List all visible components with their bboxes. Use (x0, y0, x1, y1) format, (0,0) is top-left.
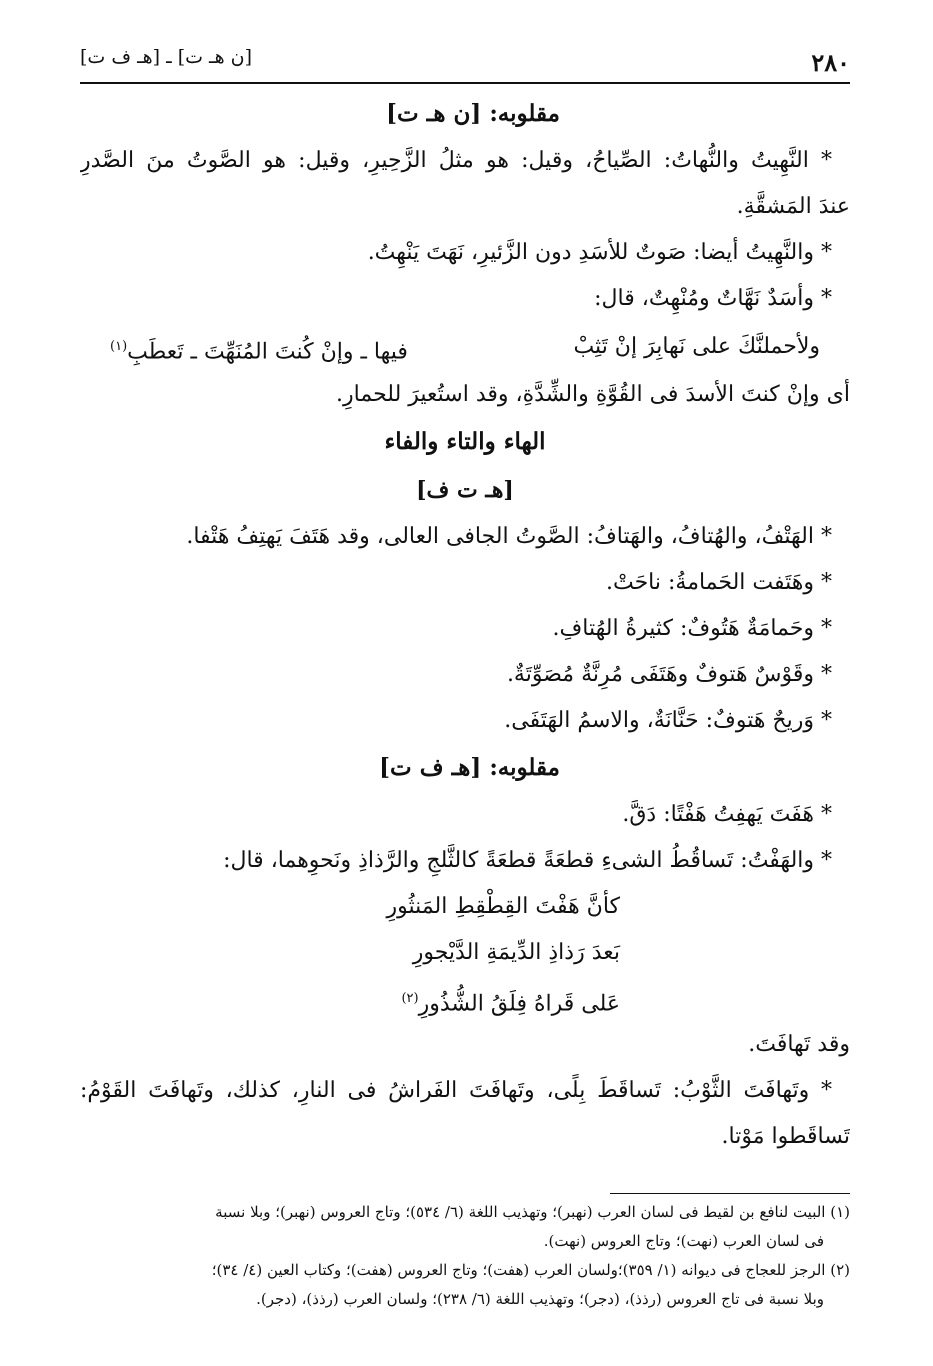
running-head: [ن هـ ت] ـ [هـ ف ت] (80, 46, 253, 68)
section-heading: [هـ ت ف] (416, 477, 514, 503)
footnote-line: (١) البيت لنافع بن لقيط فى لسان العرب (نهبر)؛ وتهذيب اللغة (٦/ ٥٣٤)؛ وتاج العروس (نهبر)؛ وبلا نسبة (215, 1203, 850, 1221)
header-rule (80, 82, 850, 84)
text-line: أى وإنْ كنتَ الأسدَ فى القُوَّةِ والشِّدَّةِ، وقد استُعيرَ للحمارِ. (336, 382, 850, 407)
page-header (80, 42, 850, 82)
text-line: * النَّهِيتُ والنُّهاتُ: الصِّياحُ، وقيل: هو مثلُ الزَّحِيرِ، وقيل: هو الصَّوتُ منَ الصَّدرِ (80, 148, 832, 173)
text-line: وقد تَهافَتَ. (748, 1032, 850, 1057)
text-line: * والنَّهِيتُ أيضا: صَوتٌ للأسَدِ دون الزَّئيرِ، نَهَتَ يَنْهِتُ. (367, 240, 832, 265)
text-line: * الهَتْفُ، والهُتافُ، والهَتافُ: الصَّوتُ الجافى العالى، وقد هَتَفَ يَهتِفُ هَتْفا. (186, 524, 832, 549)
verse-hemistich-second (110, 322, 408, 372)
section-heading: الهاء والتاء والفاء (384, 428, 546, 455)
footnote-line: وبلا نسبة فى تاج العروس (رذذ)، (دجر)؛ وتهذيب اللغة (٦/ ٢٣٨)؛ ولسان العرب (رذذ)، (دجر). (256, 1290, 824, 1308)
page-number: ٢٨٠ (811, 48, 850, 77)
rajaz-line (80, 930, 850, 976)
rajaz-text: كأنَّ هَفْتَ القِطْقِطِ المَنثُورِ (386, 894, 620, 919)
text-line: عندَ المَشقَّةِ. (736, 194, 850, 219)
rajaz-text: بَعدَ رَذاذِ الدِّيمَةِ الدَّيْجورِ (412, 940, 620, 965)
text-line: * وهَتَفت الحَمامةُ: ناحَتْ. (605, 570, 832, 595)
verse-hemistich-text: فيها ـ وإنْ كُنتَ المُنَهِّتَ ـ تَعطَبِ (127, 339, 408, 365)
rajaz-line (80, 884, 850, 930)
footnote-line: فى لسان العرب (نهت)؛ وتاج العروس (نهت). (543, 1232, 824, 1250)
section-heading: مقلوبه: [ن هـ ت] (386, 100, 560, 127)
footnote-marker[interactable]: (٢) (401, 991, 419, 1006)
rajaz-line (80, 976, 850, 1022)
text-line: * وأسَدٌ نَهَّاتٌ ومُنْهِتٌ، قال: (594, 286, 832, 311)
text-line: * وتَهافَتَ الثَّوْبُ: تَساقَطَ بِلًى، وتَهافَتَ الفَراشُ فى النارِ، كذلك، وتَهافَتَ القَوْمُ: (80, 1078, 833, 1103)
footnote-line: (٢) الرجز للعجاج فى ديوانه (١/ ٣٥٩)؛ولسان العرب (هفت)؛ وتاج العروس (هفت)؛ وكتاب العين (٤/ ٣٤)؛ (211, 1261, 850, 1279)
footnotes (80, 1198, 850, 1314)
verse-line (80, 322, 850, 372)
text-line: * هَفَتَ يَهفِتُ هَفْتًا: دَقَّ. (622, 802, 832, 827)
verse-hemistich-first: ولأحملنَّكَ على نَهابِرَ إنْ تَثِبْ (573, 334, 820, 359)
text-line: * وقَوْسٌ هَتوفٌ وهَتَفَى مُرِنَّةٌ مُصَوِّتَةٌ. (506, 662, 832, 687)
text-line: * والهَفْتُ: تَساقُطُ الشىءِ قطعَةً قطعَةً كالثَّلجِ والرَّذاذِ ونَحوِهما، قال: (223, 848, 832, 873)
text-line: * وحَمامَةٌ هَتُوفٌ: كثيرةُ الهُتافِ. (552, 616, 832, 641)
text-line: * وَريحٌ هَتوفٌ: حَنَّانَةٌ، والاسمُ الهَتَفَى. (504, 708, 832, 733)
text-line: تَساقَطوا مَوْتا. (721, 1124, 850, 1149)
main-text (80, 90, 850, 1160)
footnote-rule (610, 1193, 850, 1194)
footnote-marker[interactable]: (١) (110, 339, 128, 354)
rajaz-text: عَلى قَراهُ فِلَقُ الشُّذُورِ (418, 991, 620, 1017)
section-heading: مقلوبه: [هـ ف ت] (379, 754, 560, 781)
